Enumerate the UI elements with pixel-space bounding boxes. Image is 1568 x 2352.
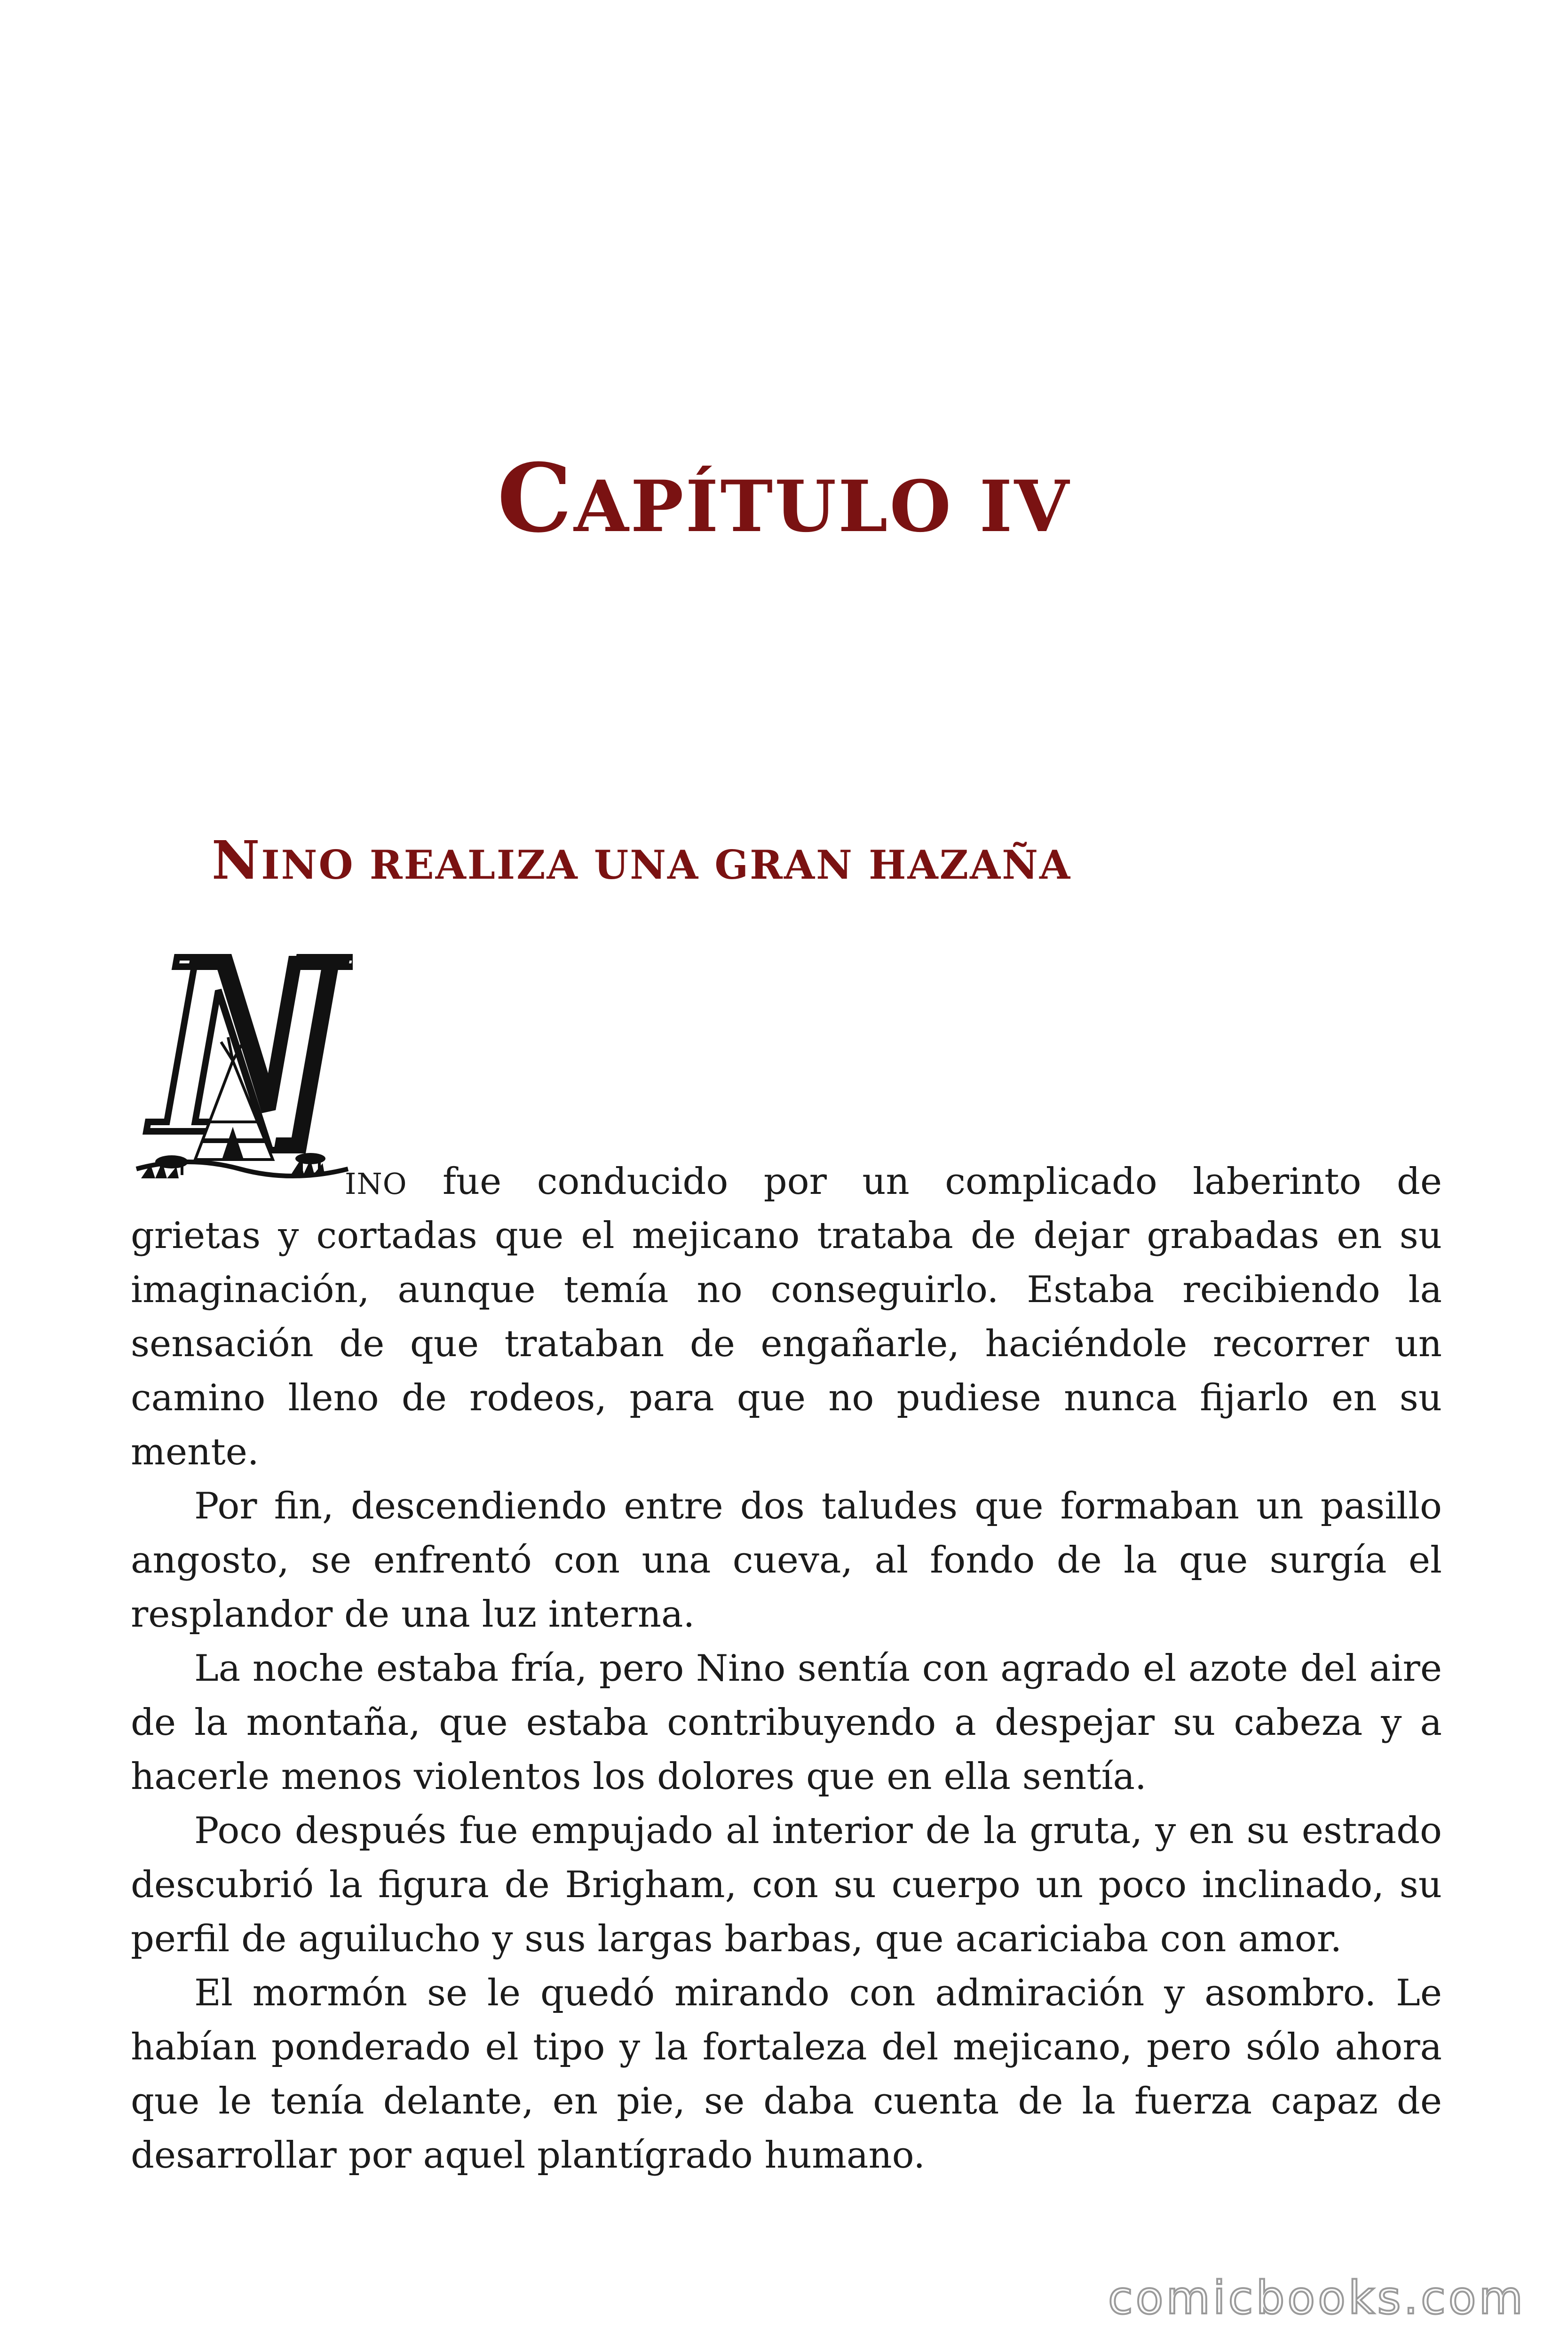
paragraph-5: El mormón se le quedó mirando con admiración y asombro. Le habían ponderado el tipo y la fortaleza del mejicano, pero sólo ahora que le tenía delante, en pie, se daba cuenta de la fuerza capaz de desarrollar por aquel plantígrado humano.: [131, 1972, 1442, 2177]
section-title-rest: INO REALIZA UNA GRAN HAZAÑA: [261, 842, 1072, 888]
paragraph-1-text: grietas y cortadas que el mejicano trataba de dejar grabadas en su imaginación, aunque temía no conseguirlo. Estaba recibiendo la sensación de que trataban de engañarle, haciéndole recorrer un camino lleno de rodeos, para que no pudiese nunca fijarlo en su mente.: [131, 1215, 1442, 1473]
chapter-title-initial: C: [497, 443, 574, 554]
first-line-rest: fue conducido por un complicado laberinto de: [407, 1160, 1442, 1203]
body-text: [131, 1155, 1442, 2183]
chapter-title: [0, 443, 1568, 554]
first-line: [131, 1155, 1442, 1209]
section-title-initial: N: [212, 830, 261, 891]
chapter-title-rest: APÍTULO IV: [574, 465, 1071, 548]
first-word-smallcaps: INO: [345, 1167, 407, 1201]
paragraph-3: La noche estaba fría, pero Nino sentía con agrado el azote del aire de la montaña, que estaba contribuyendo a despejar su cabeza y a hacerle menos violentos los dolores que en ella sentía.: [131, 1647, 1442, 1798]
paragraph-2: Por fin, descendiendo entre dos taludes que formaban un pasillo angosto, se enfrentó con una cueva, al fondo de la que surgía el resplandor de una luz interna.: [131, 1485, 1442, 1636]
watermark: comicbooks.com: [1108, 2272, 1526, 2324]
section-title: [212, 830, 1072, 893]
paragraph-4: Poco después fue empujado al interior de la gruta, y en su estrado descubrió la figura de Brigham, con su cuerpo un poco inclinado, su perfil de aguilucho y sus largas barbas, que acariciaba con amor.: [131, 1810, 1442, 1960]
paragraph-first: [131, 1155, 1442, 1479]
